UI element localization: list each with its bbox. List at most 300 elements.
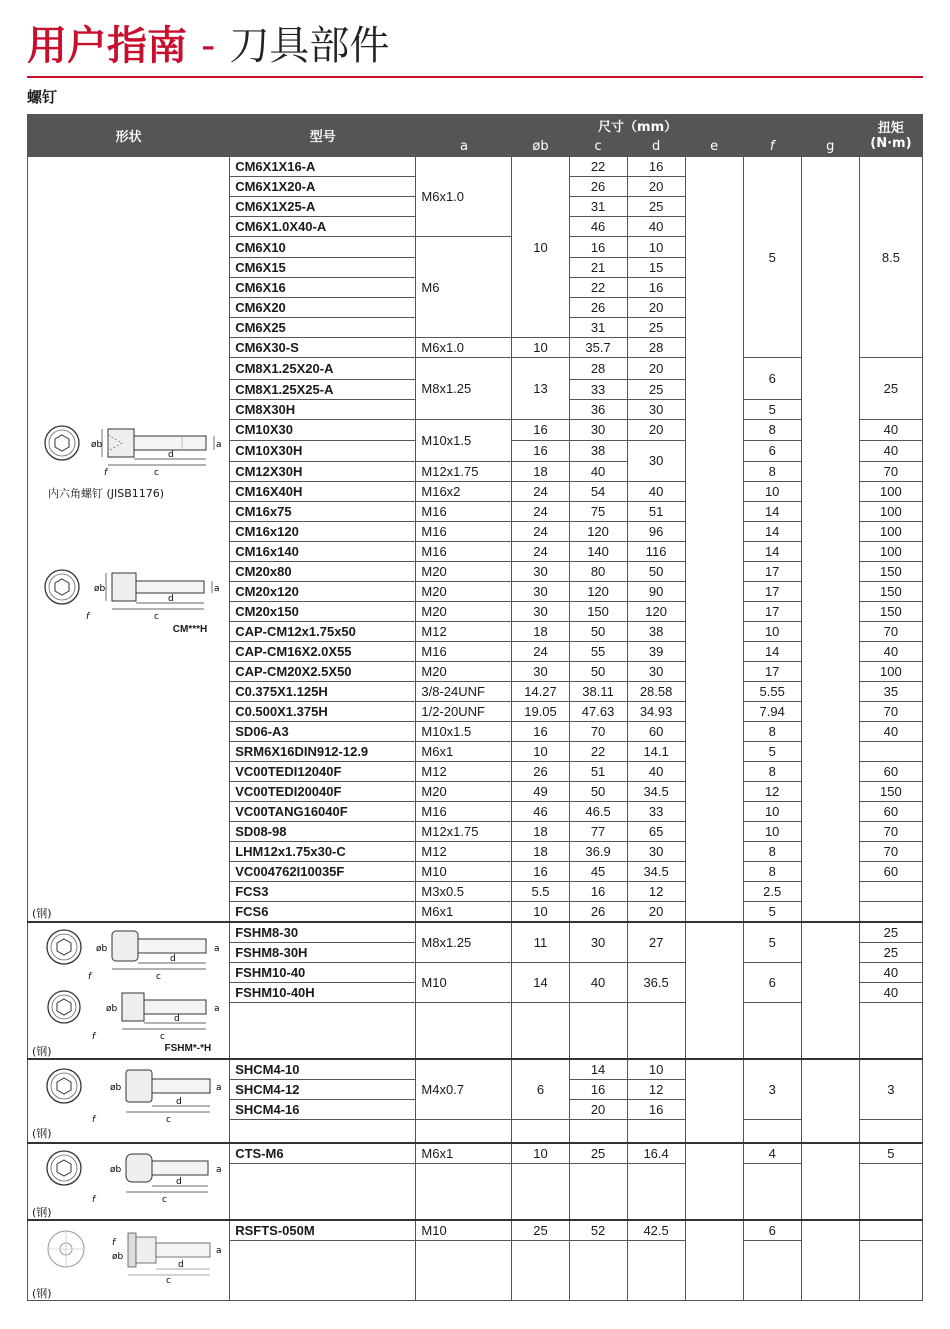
model-cell: CAP-CM12x1.75x50 (230, 622, 416, 642)
d-cell: 30 (627, 662, 685, 682)
a-cell: 3/8-24UNF (416, 682, 512, 702)
d-cell: 30 (627, 399, 685, 419)
a-cell: M16 (416, 802, 512, 822)
b-cell: 49 (512, 782, 569, 802)
model-cell: VC00TEDI12040F (230, 762, 416, 782)
b-cell: 46 (512, 802, 569, 822)
a-cell: M12 (416, 762, 512, 782)
a-cell: M6x1.0 (416, 338, 512, 358)
torque-cell: 70 (859, 822, 922, 842)
label-d: d (168, 450, 174, 460)
f-cell: 8 (743, 762, 801, 782)
d-cell: 51 (627, 502, 685, 522)
c-cell: 31 (569, 197, 627, 217)
model-cell: CM6X10 (230, 237, 416, 258)
c-cell: 40 (569, 963, 627, 1003)
f-cell: 10 (743, 822, 801, 842)
shape-cell-shcm (28, 1059, 230, 1143)
f-cell: 2.5 (743, 882, 801, 902)
header-a: a (416, 136, 512, 157)
drawing-caption-fshm: FSHM*-*H (164, 1043, 212, 1054)
model-cell: CM10X30 (230, 419, 416, 440)
b-cell: 16 (512, 440, 569, 461)
c-cell: 28 (569, 358, 627, 379)
page-title-separator: - (201, 23, 216, 69)
model-cell: VC00TEDI20040F (230, 782, 416, 802)
c-cell: 16 (569, 1080, 627, 1100)
c-cell: 75 (569, 502, 627, 522)
torque-cell (859, 882, 922, 902)
label-c: c (166, 1115, 171, 1125)
label-d: d (170, 954, 176, 964)
d-cell: 12 (627, 882, 685, 902)
torque-cell: 150 (859, 582, 922, 602)
d-cell: 10 (627, 237, 685, 258)
b-cell: 24 (512, 642, 569, 662)
e-cell (685, 922, 743, 1059)
c-cell: 36 (569, 399, 627, 419)
c-cell: 22 (569, 157, 627, 177)
model-cell: CM12X30H (230, 462, 416, 482)
f-cell: 17 (743, 582, 801, 602)
f-cell: 7.94 (743, 702, 801, 722)
cts-screw-drawing (42, 1146, 227, 1206)
c-cell: 120 (569, 582, 627, 602)
c-cell: 25 (569, 1143, 627, 1164)
a-cell: M4x0.7 (416, 1059, 512, 1120)
f-cell: 8 (743, 862, 801, 882)
b-cell: 24 (512, 542, 569, 562)
model-cell: VC004762I10035F (230, 862, 416, 882)
b-cell: 18 (512, 462, 569, 482)
torque-cell: 100 (859, 502, 922, 522)
f-cell: 3 (743, 1059, 801, 1120)
header-dimensions: 尺寸（mm） (416, 115, 859, 136)
b-cell: 10 (512, 338, 569, 358)
c-cell: 31 (569, 318, 627, 338)
torque-cell: 60 (859, 862, 922, 882)
g-cell (801, 1059, 859, 1143)
label-f: f (92, 1115, 96, 1125)
model-cell: SHCM4-12 (230, 1080, 416, 1100)
c-cell: 70 (569, 722, 627, 742)
label-a: a (216, 1246, 222, 1256)
f-cell: 17 (743, 602, 801, 622)
label-f: f (92, 1032, 96, 1042)
f-cell: 14 (743, 522, 801, 542)
torque-cell: 150 (859, 602, 922, 622)
model-cell: SD08-98 (230, 822, 416, 842)
label-ob: øb (112, 1252, 124, 1262)
label-f: f (88, 972, 92, 982)
label-f: f (112, 1238, 116, 1248)
label-c: c (162, 1195, 167, 1205)
model-cell: CM8X30H (230, 399, 416, 419)
c-cell: 26 (569, 177, 627, 197)
table-row (28, 922, 923, 943)
b-cell: 30 (512, 662, 569, 682)
screw-spec-table (27, 114, 923, 1301)
label-ob: øb (110, 1165, 122, 1175)
b-cell: 24 (512, 522, 569, 542)
material-note: (钢) (32, 1206, 52, 1219)
e-cell (685, 157, 743, 923)
a-cell: M8x1.25 (416, 358, 512, 419)
torque-cell (859, 1220, 922, 1241)
b-cell: 14.27 (512, 682, 569, 702)
header-g: g (801, 136, 859, 157)
d-cell: 12 (627, 1080, 685, 1100)
label-d: d (176, 1177, 182, 1187)
a-cell: M6 (416, 237, 512, 338)
label-a: a (216, 440, 222, 450)
label-ob: øb (94, 584, 106, 594)
b-cell: 16 (512, 722, 569, 742)
torque-cell (859, 742, 922, 762)
header-model: 型号 (230, 115, 416, 157)
a-cell: M12 (416, 622, 512, 642)
torque-cell: 40 (859, 963, 922, 983)
drawing-caption-jis: 内六角螺钉 (JISB1176) (48, 487, 165, 500)
torque-cell (859, 902, 922, 923)
label-f: f (86, 612, 90, 622)
d-cell: 16 (627, 1100, 685, 1120)
g-cell (801, 922, 859, 1059)
c-cell: 14 (569, 1059, 627, 1080)
c-cell: 46.5 (569, 802, 627, 822)
shape-cell-cts (28, 1143, 230, 1220)
a-cell: M16x2 (416, 482, 512, 502)
c-cell: 22 (569, 742, 627, 762)
b-cell: 19.05 (512, 702, 569, 722)
label-a: a (216, 1165, 222, 1175)
c-cell: 150 (569, 602, 627, 622)
b-cell: 5.5 (512, 882, 569, 902)
b-cell: 16 (512, 862, 569, 882)
torque-cell: 70 (859, 842, 922, 862)
torque-cell: 150 (859, 782, 922, 802)
c-cell: 46 (569, 217, 627, 237)
d-cell: 34.5 (627, 782, 685, 802)
a-cell: M20 (416, 602, 512, 622)
header-torque (859, 115, 922, 157)
label-d: d (178, 1260, 184, 1270)
b-cell: 10 (512, 157, 569, 338)
fshm-screw-drawing (42, 925, 227, 985)
model-cell: FSHM8-30 (230, 922, 416, 943)
c-cell: 45 (569, 862, 627, 882)
torque-cell: 100 (859, 522, 922, 542)
f-cell: 6 (743, 1220, 801, 1241)
c-cell: 140 (569, 542, 627, 562)
model-cell: CM8X1.25X20-A (230, 358, 416, 379)
fshm-h-screw-drawing (42, 987, 227, 1043)
torque-cell: 60 (859, 762, 922, 782)
a-cell: M6x1 (416, 1143, 512, 1164)
model-cell: CM6X15 (230, 258, 416, 278)
table-row (28, 1220, 923, 1241)
d-cell: 30 (627, 842, 685, 862)
f-cell: 6 (743, 440, 801, 461)
d-cell: 16.4 (627, 1143, 685, 1164)
d-cell: 28.58 (627, 682, 685, 702)
torque-cell: 100 (859, 482, 922, 502)
d-cell: 25 (627, 379, 685, 399)
d-cell: 42.5 (627, 1220, 685, 1241)
d-cell: 39 (627, 642, 685, 662)
b-cell: 10 (512, 902, 569, 923)
d-cell: 10 (627, 1059, 685, 1080)
f-cell: 6 (743, 358, 801, 399)
b-cell: 30 (512, 582, 569, 602)
c-cell: 80 (569, 562, 627, 582)
d-cell: 20 (627, 177, 685, 197)
torque-cell: 35 (859, 682, 922, 702)
label-f: f (104, 468, 108, 478)
group-rsfts-screw (28, 1220, 923, 1301)
c-cell: 50 (569, 782, 627, 802)
table-row (28, 157, 923, 177)
f-cell: 8 (743, 419, 801, 440)
label-d: d (168, 594, 174, 604)
a-cell: M12x1.75 (416, 822, 512, 842)
material-note: (钢) (32, 1127, 52, 1140)
group-fshm-screws (28, 922, 923, 1059)
label-a: a (214, 1004, 220, 1014)
model-cell: SHCM4-16 (230, 1100, 416, 1120)
page-title-main: 用户指南 (27, 23, 187, 69)
torque-cell: 40 (859, 419, 922, 440)
b-cell: 18 (512, 842, 569, 862)
d-cell: 120 (627, 602, 685, 622)
c-cell: 50 (569, 662, 627, 682)
c-cell: 33 (569, 379, 627, 399)
c-cell: 50 (569, 622, 627, 642)
label-d: d (176, 1097, 182, 1107)
c-cell: 38 (569, 440, 627, 461)
d-cell: 60 (627, 722, 685, 742)
c-cell: 77 (569, 822, 627, 842)
model-cell: SHCM4-10 (230, 1059, 416, 1080)
torque-cell: 100 (859, 662, 922, 682)
material-note: (钢) (32, 1287, 52, 1300)
d-cell: 20 (627, 298, 685, 318)
model-cell: CM6X20 (230, 298, 416, 318)
f-cell: 4 (743, 1143, 801, 1164)
label-ob: øb (96, 944, 108, 954)
b-cell: 13 (512, 358, 569, 419)
f-cell: 5.55 (743, 682, 801, 702)
model-cell: CM16X40H (230, 482, 416, 502)
d-cell: 34.93 (627, 702, 685, 722)
b-cell: 25 (512, 1220, 569, 1241)
a-cell: M6x1.0 (416, 157, 512, 237)
d-cell: 90 (627, 582, 685, 602)
f-cell: 10 (743, 482, 801, 502)
torque-cell: 3 (859, 1059, 922, 1120)
f-cell: 14 (743, 542, 801, 562)
b-cell: 30 (512, 602, 569, 622)
d-cell: 40 (627, 762, 685, 782)
torque-cell: 40 (859, 440, 922, 461)
c-cell: 54 (569, 482, 627, 502)
torque-cell: 60 (859, 802, 922, 822)
d-cell: 116 (627, 542, 685, 562)
table-header (28, 115, 923, 157)
model-cell: CM6X1X25-A (230, 197, 416, 217)
b-cell: 10 (512, 742, 569, 762)
a-cell: M10 (416, 1220, 512, 1241)
c-cell: 120 (569, 522, 627, 542)
d-cell: 40 (627, 482, 685, 502)
group-shcm-screws (28, 1059, 923, 1143)
torque-cell: 25 (859, 943, 922, 963)
c-cell: 30 (569, 922, 627, 963)
f-cell: 5 (743, 399, 801, 419)
a-cell: M10 (416, 862, 512, 882)
material-note: (钢) (32, 907, 52, 920)
header-b: øb (512, 136, 569, 157)
a-cell: M6x1 (416, 902, 512, 923)
label-ob: øb (91, 440, 103, 450)
model-cell: RSFTS-050M (230, 1220, 416, 1241)
header-torque-unit: (N·m) (870, 135, 912, 151)
c-cell: 47.63 (569, 702, 627, 722)
model-cell: CM6X30-S (230, 338, 416, 358)
torque-cell: 70 (859, 462, 922, 482)
c-cell: 36.9 (569, 842, 627, 862)
a-cell: M20 (416, 582, 512, 602)
b-cell: 24 (512, 482, 569, 502)
model-cell: CTS-M6 (230, 1143, 416, 1164)
model-cell: CM6X1.0X40-A (230, 217, 416, 237)
f-cell: 5 (743, 902, 801, 923)
a-cell: M10x1.5 (416, 419, 512, 462)
model-cell: CM20x150 (230, 602, 416, 622)
a-cell: M16 (416, 542, 512, 562)
f-cell: 17 (743, 562, 801, 582)
f-cell: 17 (743, 662, 801, 682)
torque-cell: 5 (859, 1143, 922, 1164)
e-cell (685, 1059, 743, 1143)
label-ob: øb (106, 1004, 118, 1014)
d-cell: 20 (627, 902, 685, 923)
d-cell: 50 (627, 562, 685, 582)
model-cell: SRM6X16DIN912-12.9 (230, 742, 416, 762)
material-note: (钢) (32, 1045, 52, 1058)
d-cell: 14.1 (627, 742, 685, 762)
model-cell: CM8X1.25X25-A (230, 379, 416, 399)
f-cell: 8 (743, 722, 801, 742)
f-cell: 12 (743, 782, 801, 802)
c-cell: 40 (569, 462, 627, 482)
model-cell: C0.375X1.125H (230, 682, 416, 702)
f-cell: 10 (743, 802, 801, 822)
torque-cell: 70 (859, 622, 922, 642)
shape-cell-fshm (28, 922, 230, 1059)
a-cell: M20 (416, 662, 512, 682)
model-cell: FSHM8-30H (230, 943, 416, 963)
model-cell: CAP-CM20X2.5X50 (230, 662, 416, 682)
c-cell: 30 (569, 419, 627, 440)
torque-cell: 100 (859, 542, 922, 562)
table-row (28, 1143, 923, 1164)
a-cell: M6x1 (416, 742, 512, 762)
a-cell: M10x1.5 (416, 722, 512, 742)
a-cell: M10 (416, 963, 512, 1003)
page-title (27, 22, 389, 70)
header-torque-label: 扭矩 (877, 120, 904, 136)
shcm-screw-drawing (42, 1062, 227, 1126)
page-title-sub: 刀具部件 (229, 23, 390, 69)
label-c: c (166, 1276, 171, 1285)
model-cell: FSHM10-40H (230, 983, 416, 1003)
b-cell: 10 (512, 1143, 569, 1164)
label-a: a (214, 584, 220, 594)
a-cell: M16 (416, 502, 512, 522)
d-cell: 28 (627, 338, 685, 358)
torque-cell: 40 (859, 642, 922, 662)
header-d: d (627, 136, 685, 157)
shape-cell-cm (28, 157, 230, 923)
f-cell: 8 (743, 462, 801, 482)
d-cell: 65 (627, 822, 685, 842)
c-cell: 16 (569, 882, 627, 902)
c-cell: 21 (569, 258, 627, 278)
c-cell: 22 (569, 278, 627, 298)
header-e: e (685, 136, 743, 157)
model-cell: CM16x140 (230, 542, 416, 562)
a-cell: M12x1.75 (416, 462, 512, 482)
header-c: c (569, 136, 627, 157)
model-cell: FCS6 (230, 902, 416, 923)
torque-cell: 40 (859, 722, 922, 742)
g-cell (801, 157, 859, 923)
section-title: 螺钉 (27, 88, 58, 106)
d-cell: 30 (627, 440, 685, 481)
d-cell: 38 (627, 622, 685, 642)
b-cell: 14 (512, 963, 569, 1003)
label-ob: øb (110, 1083, 122, 1093)
d-cell: 25 (627, 318, 685, 338)
model-cell: CM6X1X20-A (230, 177, 416, 197)
d-cell: 36.5 (627, 963, 685, 1003)
socket-head-screw-drawing (42, 419, 227, 483)
b-cell: 16 (512, 419, 569, 440)
model-cell: VC00TANG16040F (230, 802, 416, 822)
b-cell: 18 (512, 822, 569, 842)
torque-cell: 25 (859, 922, 922, 943)
d-cell: 16 (627, 157, 685, 177)
c-cell: 26 (569, 298, 627, 318)
label-a: a (214, 944, 220, 954)
header-f: f (743, 136, 801, 157)
model-cell: CM6X25 (230, 318, 416, 338)
d-cell: 34.5 (627, 862, 685, 882)
model-cell: C0.500X1.375H (230, 702, 416, 722)
d-cell: 16 (627, 278, 685, 298)
model-cell: CM10X30H (230, 440, 416, 461)
a-cell: M3x0.5 (416, 882, 512, 902)
d-cell: 15 (627, 258, 685, 278)
model-cell: CM16x120 (230, 522, 416, 542)
a-cell: M16 (416, 522, 512, 542)
d-cell: 25 (627, 197, 685, 217)
f-cell: 14 (743, 502, 801, 522)
b-cell: 18 (512, 622, 569, 642)
label-c: c (154, 612, 159, 622)
model-cell: FCS3 (230, 882, 416, 902)
